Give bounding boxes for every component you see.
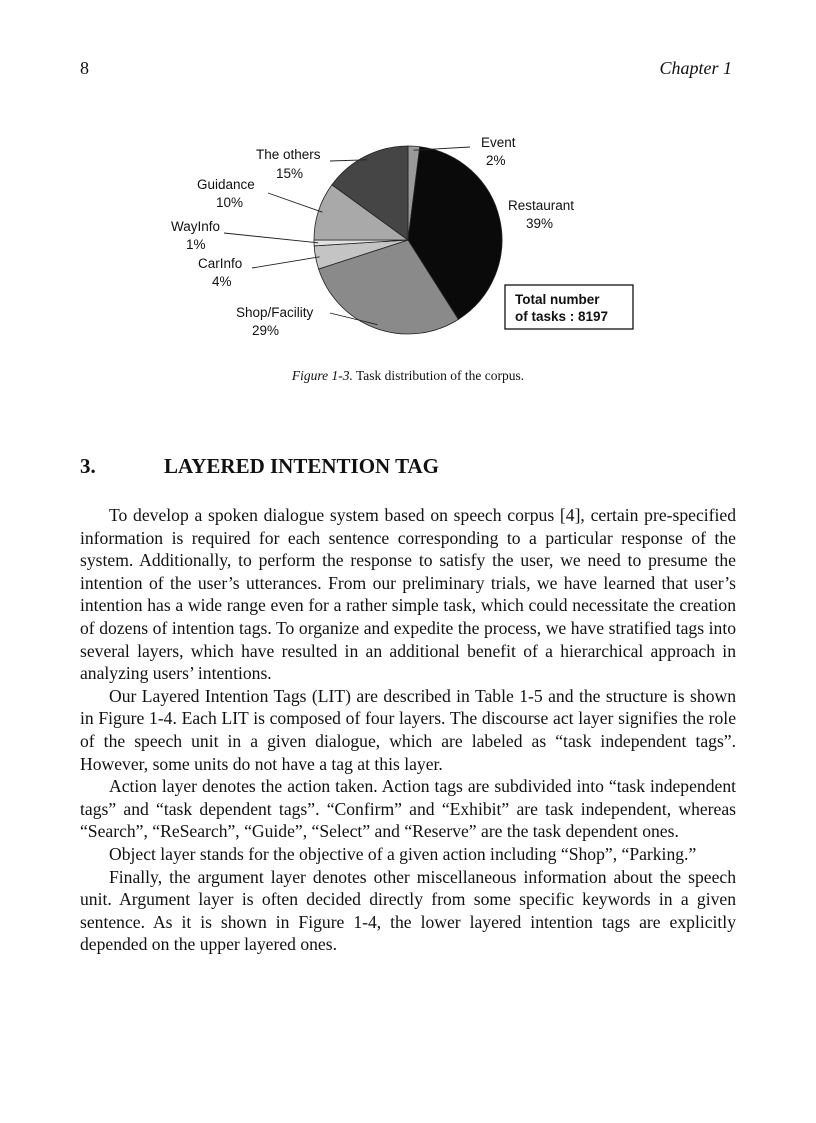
task-distribution-pie-chart [0,120,816,350]
paragraph: To develop a spoken dialogue system based on speech corpus [4], certain pre-specified information is required for each sentence corresponding to a particular response of the system. Additionally, to perform the response to satisfy the user, we need to presume the intention of the user’s utterances. From our preliminary trials, we have learned that user’s intention has a wide range even for a rather simple task, which could necessitate the creation of dozens of intention tags. To organize and expedite the process, we have stratified tags into several layers, which have resulted in an additional benefit of a hierarchical approach in analyzing users’ intentions. [80,505,736,684]
pie-slices [314,146,502,334]
slice-percent-label: 2% [486,153,506,168]
slice-label: Restaurant [508,198,575,213]
paragraph: Finally, the argument layer denotes other miscellaneous information about the speech unit. Argument layer is often decided directly from some specific keywords in a given sentence. As it is shown in Figure 1-4, the lower layered intention tags are explicitly depended on the upper layered ones. [80,866,736,955]
slice-percent-label: 1% [186,237,206,252]
slice-percent-label: 10% [216,195,244,210]
slice-label: Guidance [197,177,255,192]
slice-label: The others [256,147,321,162]
leader-line [268,193,322,212]
slice-percent-label: 15% [276,166,304,181]
slice-label: WayInfo [171,219,221,234]
caption-text: Task distribution of the corpus. [352,368,525,383]
leader-line [252,257,320,268]
slice-percent-label: 29% [252,323,280,338]
annotation-line-1: Total number [515,292,600,307]
slice-percent-label: 4% [212,274,232,289]
section-title: LAYERED INTENTION TAG [164,454,440,478]
figure-caption [0,368,816,384]
annotation-line-2: of tasks : 8197 [515,309,609,324]
slice-label: Shop/Facility [236,305,314,320]
slice-label: CarInfo [198,256,243,271]
caption-label: Figure 1-3. [291,368,353,383]
page-number: 8 [80,58,89,78]
paragraph: Object layer stands for the objective of a given action including “Shop”, “Parking.” [109,843,697,864]
section-heading [80,454,439,479]
slice-label: Event [481,135,516,150]
body-text [80,504,736,956]
leader-line [224,233,318,243]
running-header-chapter: Chapter 1 [659,58,732,78]
paragraph: Action layer denotes the action taken. Action tags are subdivided into “task independent tags” and “task dependent tags”. “Confirm” and “Exhibit” are task independent, whereas “Search”, “ReSearch”, “Guide”, “Select” and “Reserve” are the task dependent ones. [80,776,736,842]
section-number: 3. [80,454,96,478]
total-tasks-annotation [505,285,633,329]
slice-percent-label: 39% [526,216,554,231]
paragraph: Our Layered Intention Tags (LIT) are described in Table 1-5 and the structure is shown in Figure 1-4. Each LIT is composed of four layers. The discourse act layer signifies the role of the speech unit in a given dialogue, which are labeled as “task independent tags”. However, some units do not have a tag at this layer. [80,685,736,774]
